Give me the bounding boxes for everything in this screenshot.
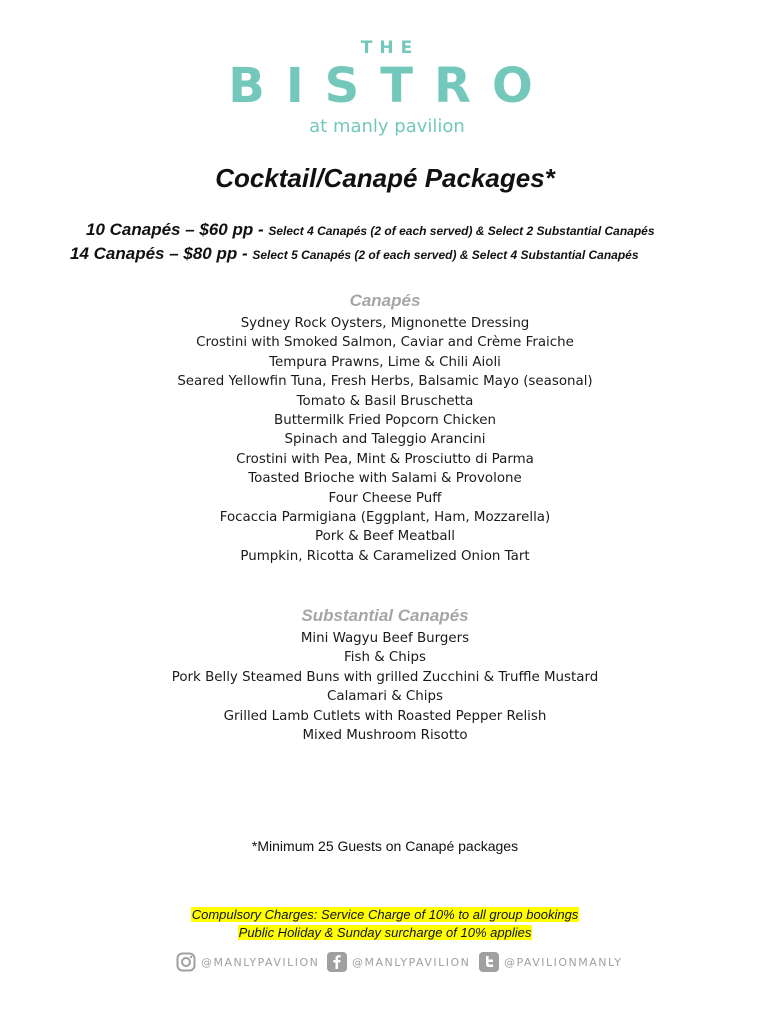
social-footer [0, 952, 770, 976]
list-item: Tempura Prawns, Lime & Chili Aioli [269, 354, 501, 370]
twitter-icon [479, 952, 499, 972]
list-item: Mini Wagyu Beef Burgers [300, 631, 470, 646]
facebook-icon [327, 952, 347, 972]
list-item: Toasted Brioche with Salami & Provolone [248, 471, 522, 487]
list-item: Crostini with Smoked Salmon, Caviar and Crème Fraiche [196, 335, 574, 351]
instagram-handle: @MANLYPAVILION [201, 955, 320, 969]
package-10-canapes [86, 220, 655, 240]
facebook-handle: @MANLYPAVILION [352, 955, 471, 969]
page-title: Cocktail/Canapé Packages* [215, 163, 555, 193]
surcharge-line: Public Holiday & Sunday surcharge of 10% applies [238, 925, 532, 940]
list-item: Spinach and Taleggio Arancini [284, 432, 486, 448]
list-item: Buttermilk Fried Popcorn Chicken [274, 412, 496, 428]
service-charge-line: Compulsory Charges: Service Charge of 10% to all group bookings [191, 907, 579, 922]
list-item: Calamari & Chips [327, 689, 443, 705]
social-instagram[interactable] [176, 952, 319, 972]
social-twitter[interactable] [479, 952, 622, 972]
package-detail: Select 5 Canapés (2 of each served) & Select 4 Substantial Canapés [252, 248, 639, 262]
package-14-canapes [70, 244, 639, 264]
logo-bistro: BISTRO [228, 58, 554, 114]
package-price: 10 Canapés – $60 pp - [86, 220, 269, 239]
substantial-canapes-heading: Substantial Canapés [301, 606, 469, 625]
canapes-heading: Canapés [349, 291, 421, 310]
bistro-logo [0, 38, 770, 137]
list-item: Pork Belly Steamed Buns with grilled Zucchini & Truffle Mustard [171, 669, 599, 685]
package-detail: Select 4 Canapés (2 of each served) & Select 2 Substantial Canapés [268, 224, 655, 238]
list-item: Focaccia Parmigiana (Eggplant, Ham, Mozzarella) [219, 509, 551, 525]
instagram-icon [176, 952, 196, 972]
logo-subtitle: at manly pavilion [309, 116, 465, 137]
compulsory-charges [0, 906, 770, 942]
social-facebook[interactable] [327, 952, 470, 972]
list-item: Seared Yellowfin Tuna, Fresh Herbs, Balsamic Mayo (seasonal) [177, 374, 593, 390]
list-item: Pork & Beef Meatball [314, 529, 456, 545]
list-item: Tomato & Basil Bruschetta [296, 393, 474, 409]
substantial-canapes-list [0, 629, 770, 745]
twitter-handle: @PAVILIONMANLY [504, 955, 623, 969]
list-item: Crostini with Pea, Mint & Prosciutto di Parma [236, 451, 534, 467]
list-item: Sydney Rock Oysters, Mignonette Dressing [240, 316, 530, 331]
canapes-list [0, 314, 770, 566]
list-item: Grilled Lamb Cutlets with Roasted Pepper Relish [223, 708, 547, 724]
list-item: Four Cheese Puff [328, 490, 442, 506]
logo-the: THE [360, 38, 420, 58]
minimum-guests-note: *Minimum 25 Guests on Canapé packages [251, 838, 519, 854]
list-item: Pumpkin, Ricotta & Caramelized Onion Tart [240, 548, 530, 564]
package-price: 14 Canapés – $80 pp - [70, 244, 253, 263]
list-item: Fish & Chips [344, 650, 426, 666]
list-item: Mixed Mushroom Risotto [302, 727, 468, 743]
